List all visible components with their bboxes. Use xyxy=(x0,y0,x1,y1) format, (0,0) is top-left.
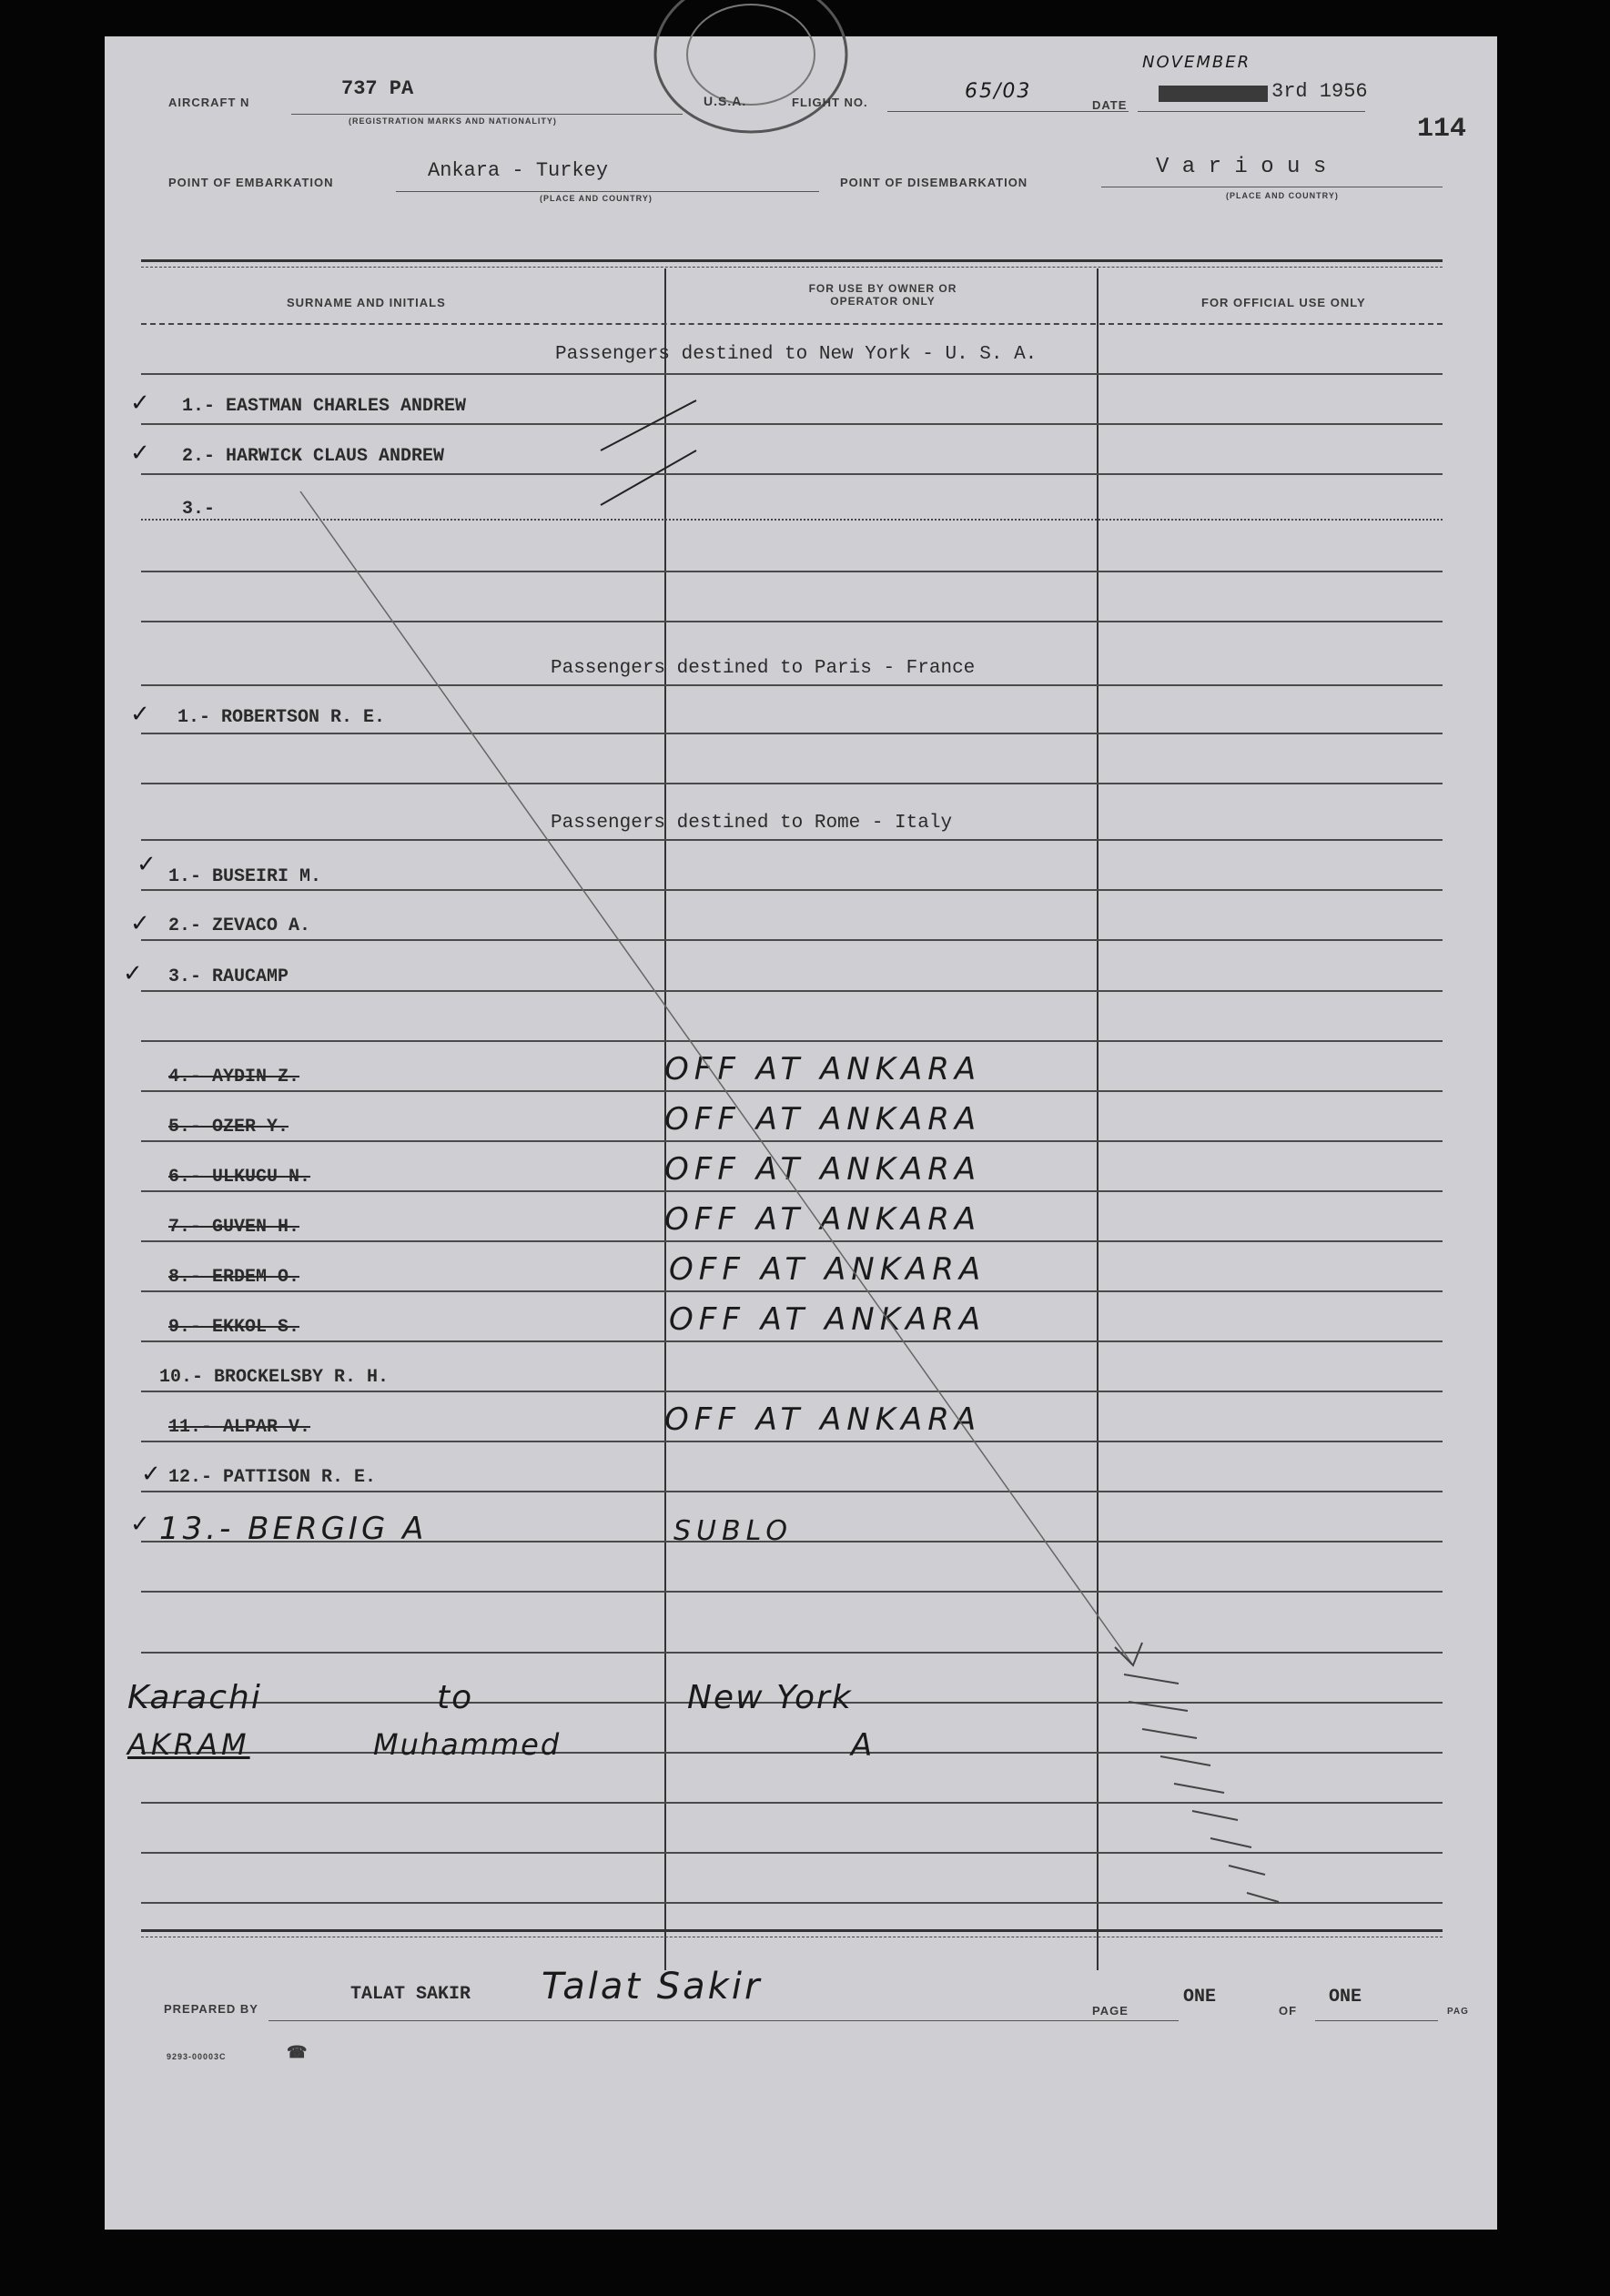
aircraft-sub: (REGISTRATION MARKS AND NATIONALITY) xyxy=(349,116,557,126)
diagonal-arrow-icon xyxy=(105,36,1497,2230)
check-icon: ✓ xyxy=(130,440,150,467)
flight-value: 65/03 xyxy=(965,80,1032,103)
remark-off: OFF AT ANKARA xyxy=(664,1201,982,1238)
remark-off: OFF AT ANKARA xyxy=(664,1151,982,1188)
of-label: OF xyxy=(1279,2004,1298,2018)
ny-passenger-1: 1.- EASTMAN CHARLES ANDREW xyxy=(182,396,467,417)
remark-off: OFF AT ANKARA xyxy=(664,1051,982,1087)
rome-passenger-5: 5.- OZER Y. xyxy=(168,1117,289,1138)
embark-value: Ankara - Turkey xyxy=(428,159,609,182)
remark-off: OFF AT ANKARA xyxy=(664,1101,982,1138)
phone-icon: ☎ xyxy=(287,2043,309,2061)
handwritten-karachi: Karachi xyxy=(127,1679,262,1716)
section-paris: Passengers destined to Paris - France xyxy=(551,658,976,679)
remark-sublo: SUBLO xyxy=(673,1515,793,1547)
date-label: DATE xyxy=(1092,98,1128,112)
page-value: ONE xyxy=(1183,1987,1217,2008)
rome-passenger-11: 11.- ALPAR V. xyxy=(168,1417,311,1438)
rome-passenger-6: 6.- ULKUCU N. xyxy=(168,1167,311,1188)
ny-passenger-3: 3.- xyxy=(182,499,216,520)
page-label: PAGE xyxy=(1092,2004,1129,2018)
rome-passenger-2: 2.- ZEVACO A. xyxy=(168,915,311,936)
remark-off: OFF AT ANKARA xyxy=(669,1251,987,1288)
check-icon: ✓ xyxy=(130,701,150,728)
handwritten-new-york: New York xyxy=(687,1679,853,1716)
rome-passenger-8: 8.- ERDEM O. xyxy=(168,1267,300,1288)
disembark-label: POINT OF DISEMBARKATION xyxy=(840,176,1028,189)
embark-sub: (PLACE AND COUNTRY) xyxy=(540,194,653,203)
handwritten-muhammed: Muhammed xyxy=(373,1727,562,1762)
section-rome: Passengers destined to Rome - Italy xyxy=(551,813,953,834)
date-month-hand: NOVEMBER xyxy=(1142,53,1251,72)
remark-off-11: OFF AT ANKARA xyxy=(664,1401,982,1438)
check-icon: ✓ xyxy=(130,1511,150,1538)
handwritten-akram: AKRAM xyxy=(127,1727,250,1762)
manifest-sheet xyxy=(105,36,1497,2230)
check-icon: ✓ xyxy=(130,910,150,937)
page-suffix: PAG xyxy=(1447,2007,1469,2017)
col-names-header: SURNAME AND INITIALS xyxy=(287,296,446,309)
rome-passenger-1: 1.- BUSEIRI M. xyxy=(168,866,322,887)
date-value: 3rd 1956 xyxy=(1271,80,1368,103)
check-icon: ✓ xyxy=(141,1461,161,1488)
rome-passenger-12: 12.- PATTISON R. E. xyxy=(168,1467,377,1488)
section-new-york: Passengers destined to New York - U. S. A. xyxy=(555,344,1038,365)
form-code: 9293-00003C xyxy=(167,2052,227,2061)
page-number: 114 xyxy=(1417,114,1467,145)
of-value: ONE xyxy=(1329,1987,1362,2008)
check-icon: ✓ xyxy=(137,851,157,878)
handwritten-to: to xyxy=(437,1679,474,1716)
col-owner-header: FOR USE BY OWNER OR OPERATOR ONLY xyxy=(808,282,957,308)
rome-passenger-13: 13.- BERGIG A xyxy=(159,1511,428,1547)
aircraft-label: AIRCRAFT N xyxy=(168,96,250,109)
signature: Talat Sakir xyxy=(542,1966,763,2008)
rome-passenger-10: 10.- BROCKELSBY R. H. xyxy=(159,1367,390,1388)
flight-label: FLIGHT NO. xyxy=(792,96,868,109)
disembark-value: V a r i o u s xyxy=(1156,155,1327,179)
aircraft-value: 737 PA xyxy=(341,77,414,100)
paris-passenger-1: 1.- ROBERTSON R. E. xyxy=(177,707,386,728)
handwritten-a: A xyxy=(851,1727,878,1764)
ny-passenger-2: 2.- HARWICK CLAUS ANDREW xyxy=(182,446,445,467)
rome-passenger-4: 4.- AYDIN Z. xyxy=(168,1067,300,1087)
embark-label: POINT OF EMBARKATION xyxy=(168,176,334,189)
col-official-header: FOR OFFICIAL USE ONLY xyxy=(1201,296,1366,309)
rome-passenger-3: 3.- RAUCAMP xyxy=(168,966,289,987)
country-label: U.S.A. xyxy=(704,94,747,108)
check-icon: ✓ xyxy=(130,389,150,417)
rome-passenger-7: 7.- GUVEN H. xyxy=(168,1217,300,1238)
remark-off: OFF AT ANKARA xyxy=(669,1301,987,1338)
disembark-sub: (PLACE AND COUNTRY) xyxy=(1226,191,1339,200)
rome-passenger-9: 9.- EKKOL S. xyxy=(168,1317,300,1338)
prepared-label: PREPARED BY xyxy=(164,2002,258,2016)
prepared-value: TALAT SAKIR xyxy=(350,1984,471,2005)
check-icon: ✓ xyxy=(123,960,143,987)
